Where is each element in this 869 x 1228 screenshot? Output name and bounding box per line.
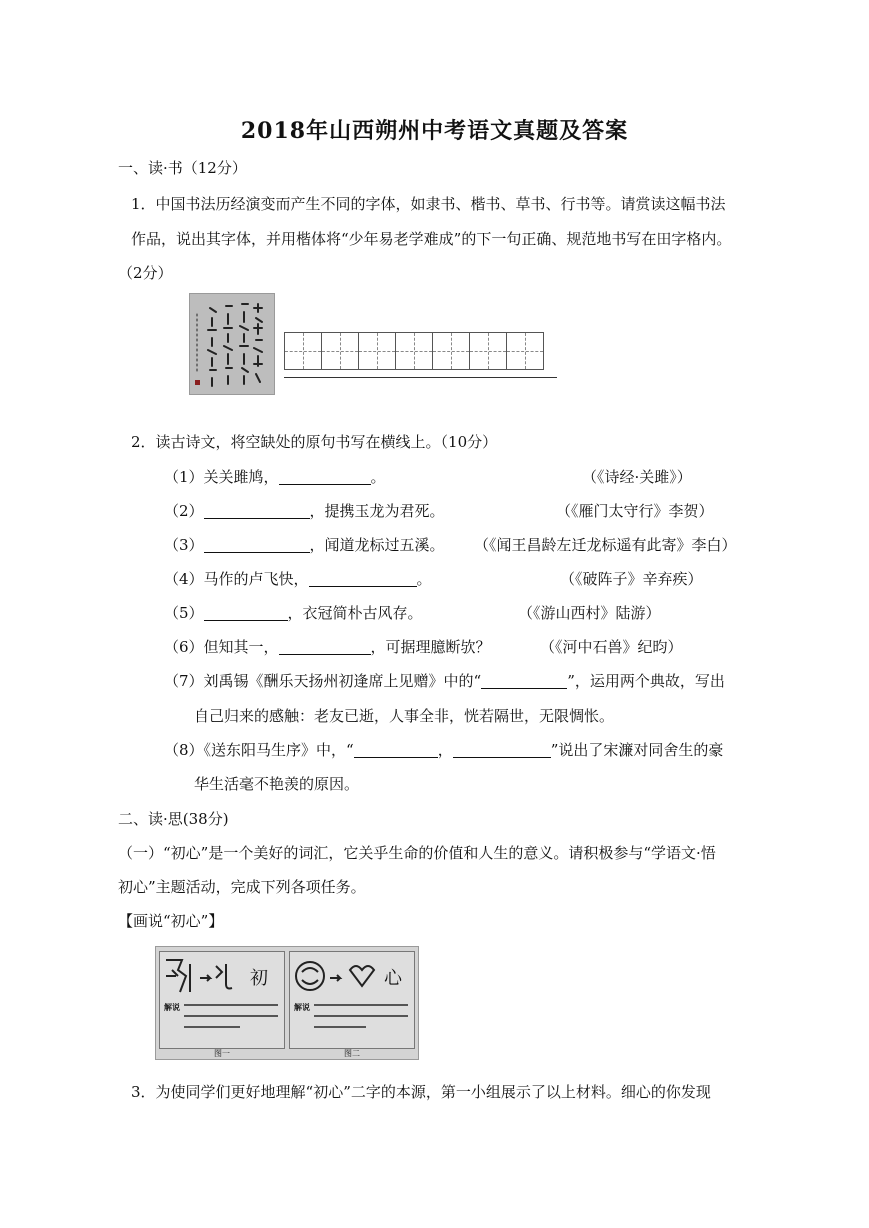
fig2-caption: 图二 (344, 1049, 360, 1058)
answer-blank[interactable] (481, 673, 567, 689)
q1-line-3: （2分） (118, 264, 173, 282)
answer-blank[interactable] (279, 639, 371, 655)
page-title: 2018年山西朔州中考语文真题及答案 (240, 118, 629, 144)
q2-item-1-post: 。 (370, 468, 386, 486)
fig1-caption: 图一 (214, 1049, 230, 1058)
grid-cell[interactable] (358, 332, 396, 370)
q2-item-6 (164, 636, 491, 657)
q2-item-4-post: 。 (416, 570, 432, 588)
grid-cell[interactable] (321, 332, 359, 370)
q2-item-2-pre: （2） (164, 502, 204, 520)
q2-item-5-source: （《游山西村》陆游） (518, 604, 661, 622)
q2-item-5 (164, 602, 423, 623)
fig1-char: 初 (250, 968, 268, 989)
q2-item-2-post: ，提携玉龙为君死。 (309, 502, 445, 520)
q2-item-7-post: ”，运用两个典故，写出 (567, 672, 725, 690)
character-origin-figure (155, 946, 419, 1060)
q2-item-3-pre: （3） (164, 536, 204, 554)
answer-blank[interactable] (204, 503, 310, 519)
fig2-label: 解说 (294, 1002, 310, 1012)
q1-line-1: 1．中国书法历经演变而产生不同的字体，如隶书、楷书、草书、行书等。请赏读这幅书法 (131, 195, 726, 213)
q1-line-2: 作品，说出其字体，并用楷体将“少年易老学难成”的下一句正确、规范地书写在田字格内。 (131, 230, 732, 248)
section-heading-2: 二、读·思(38分) (118, 810, 229, 828)
answer-blank[interactable] (204, 605, 288, 621)
q2-item-2-source: （《雁门太守行》李贺） (556, 502, 714, 520)
q2-item-5-post: ，衣冠简朴古风存。 (287, 604, 423, 622)
section-heading-1: 一、读·书（12分） (118, 159, 247, 177)
fig2-char: 心 (384, 968, 402, 989)
q3-line-1: 3．为使同学们更好地理解“初心”二字的本源，第一小组展示了以上材料。细心的你发现 (131, 1083, 711, 1101)
sub-heading: 【画说“初心”】 (118, 912, 224, 930)
q2-item-4 (164, 568, 432, 589)
q2-item-7-pre: （7）刘禹锡《酬乐天扬州初逢席上见赠》中的“ (164, 672, 482, 690)
answer-blank[interactable] (204, 537, 310, 553)
q2-item-8-pre: （8）《送东阳马生序》中，“ (164, 741, 354, 759)
fig2-text-lines (314, 1004, 408, 1028)
grid-cell[interactable] (469, 332, 507, 370)
fig1-label: 解说 (164, 1002, 180, 1012)
figure-panel-2 (289, 951, 415, 1049)
fig1-text-lines (184, 1004, 278, 1028)
q2-item-2 (164, 500, 445, 521)
q2-item-8-mid: ， (437, 741, 453, 759)
grid-cell[interactable] (284, 332, 322, 370)
q2-item-1-pre: （1）关关雎鸠， (164, 468, 279, 486)
q2-item-6-source: （《河中石兽》纪昀） (540, 638, 683, 656)
answer-blank[interactable] (309, 571, 417, 587)
grid-cell[interactable] (395, 332, 433, 370)
q2-item-3 (164, 534, 445, 555)
answer-blank[interactable] (279, 469, 371, 485)
q2-item-3-source: （《闻王昌龄左迁龙标遥有此寄》李白） (474, 536, 737, 554)
q2-item-3-post: ，闻道龙标过五溪。 (309, 536, 445, 554)
answer-blank[interactable] (354, 742, 438, 758)
q2-item-8-line-2: 华生活毫不艳羡的原因。 (194, 775, 360, 793)
q2-item-1-source: （《诗经·关雎》） (582, 468, 692, 486)
figure-panel-1 (159, 951, 285, 1049)
calligraphy-image (189, 293, 275, 395)
grid-underline (284, 377, 557, 378)
q2-item-6-pre: （6）但知其一， (164, 638, 279, 656)
grid-cell[interactable] (432, 332, 470, 370)
q2-item-4-source: （《破阵子》辛弃疾） (560, 570, 703, 588)
q2-item-7 (164, 670, 725, 691)
q2-item-5-pre: （5） (164, 604, 204, 622)
calligraphy-strokes (190, 294, 274, 394)
section2-intro-line-2: 初心”主题活动，完成下列各项任务。 (118, 878, 366, 896)
q2-intro: 2．读古诗文，将空缺处的原句书写在横线上。（10分） (131, 433, 498, 451)
section2-intro-line-1: （一）“初心”是一个美好的词汇，它关乎生命的价值和人生的意义。请积极参与“学语文·悟 (118, 844, 716, 862)
q2-item-6-post: ，可据理臆断欤？ (370, 638, 491, 656)
answer-blank[interactable] (453, 742, 551, 758)
q2-item-8 (164, 739, 723, 760)
grid-cell[interactable] (506, 332, 544, 370)
q2-item-1 (164, 466, 386, 487)
q2-item-8-post: ”说出了宋濂对同舍生的豪 (550, 741, 724, 759)
q2-item-7-line-2: 自己归来的感触：老友已逝，人事全非，恍若隔世，无限惆怅。 (194, 707, 615, 725)
q2-item-4-pre: （4）马作的卢飞快， (164, 570, 309, 588)
writing-grid[interactable] (284, 332, 543, 370)
